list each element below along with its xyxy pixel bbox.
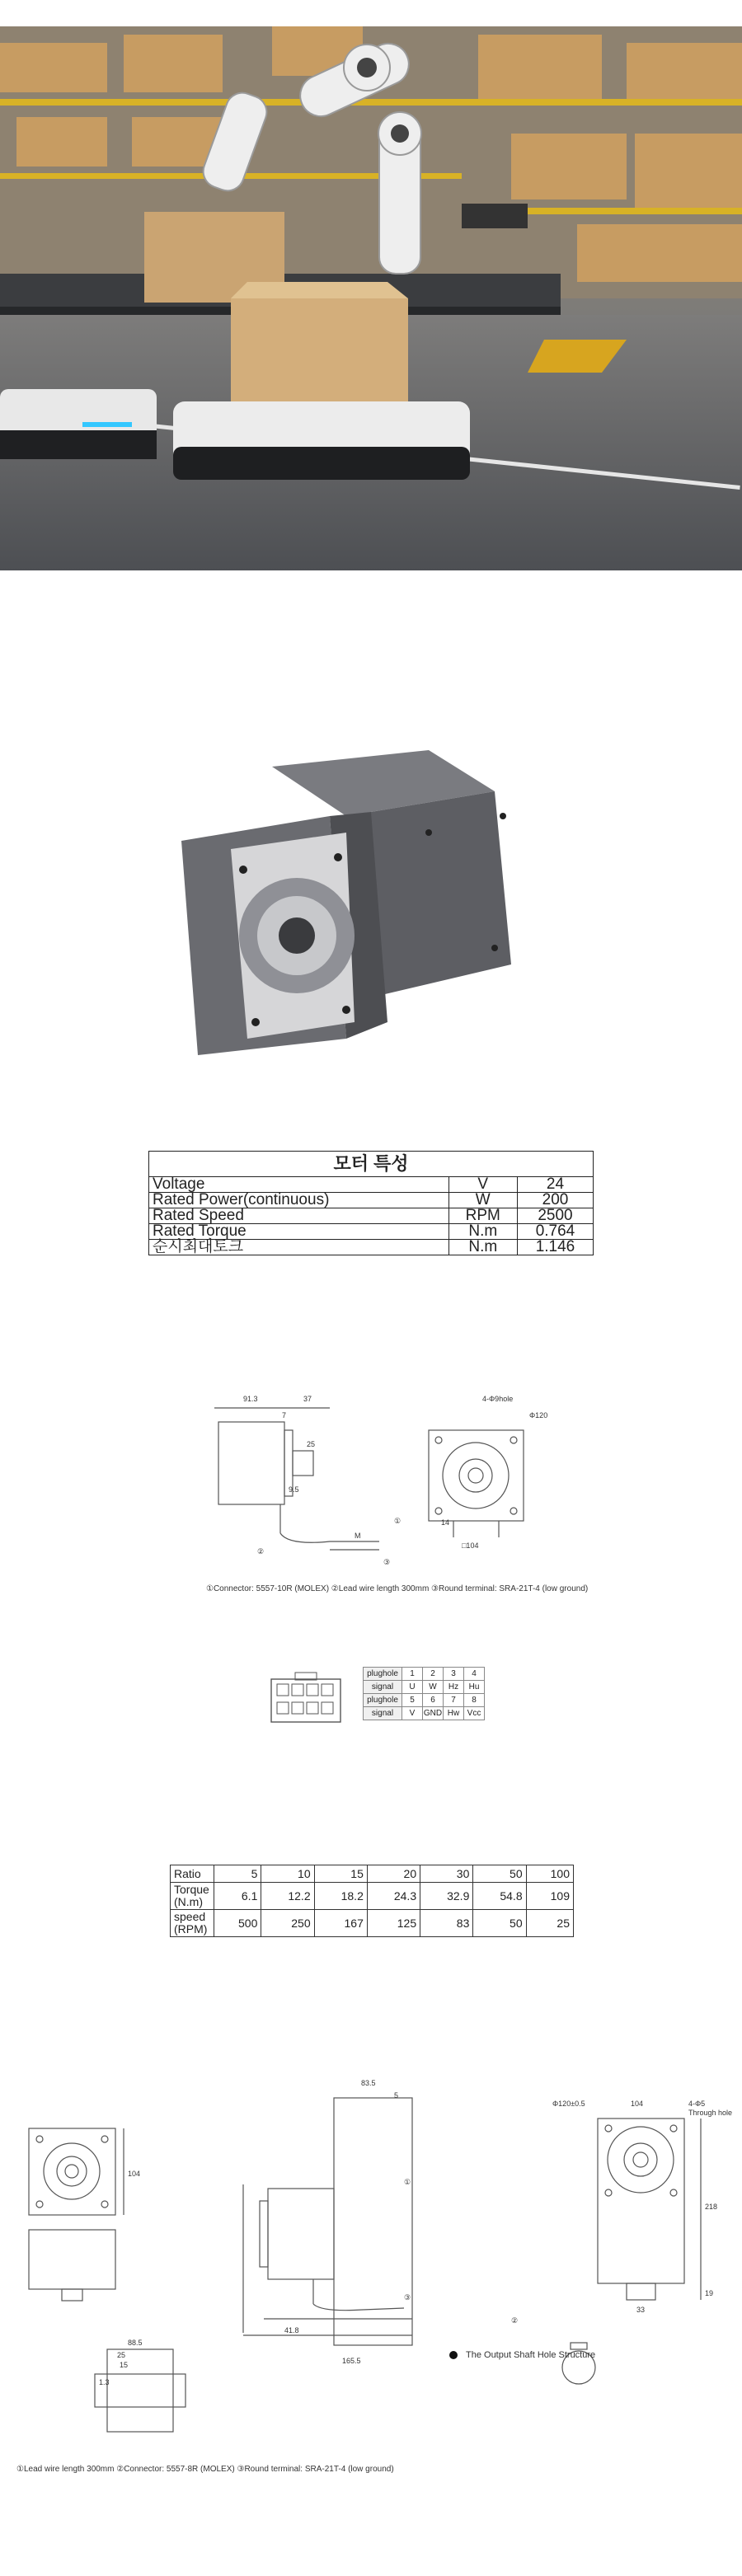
dim-14: 14	[441, 1518, 450, 1527]
pin-head: signal	[364, 1707, 402, 1720]
speed-cell: 500	[214, 1910, 261, 1937]
dim-15: 15	[120, 2361, 129, 2369]
dim-88-5: 88.5	[128, 2339, 143, 2347]
callout-3: ③	[404, 2293, 411, 2302]
drawing1-note: ①Connector: 5557-10R (MOLEX) ②Lead wire length 300mm ③Round terminal: SRA-21T-4 (low ground)	[206, 1584, 589, 1593]
ratio-cell: 20	[367, 1865, 420, 1883]
dim-sq104: □104	[462, 1541, 479, 1550]
pin-cell: 5	[402, 1694, 423, 1707]
dim-m: M	[355, 1532, 361, 1540]
callout-2: ②	[257, 1547, 265, 1555]
spec-label: Rated Speed	[149, 1208, 449, 1224]
pin-table	[363, 1667, 485, 1720]
bullet-icon	[449, 2351, 458, 2359]
spec-unit: RPM	[448, 1208, 517, 1224]
speed-cell: 250	[261, 1910, 314, 1937]
speed-cell: 25	[526, 1910, 573, 1937]
connector-icon	[269, 1671, 343, 1724]
ratio-cell: 15	[314, 1865, 367, 1883]
pin-cell: 2	[423, 1668, 444, 1681]
torque-cell: 54.8	[473, 1883, 526, 1910]
dim-through-hole: Through hole	[688, 2109, 733, 2117]
pin-cell: U	[402, 1681, 423, 1694]
callout-3: ③	[383, 1558, 391, 1566]
dim-1-3: 1.3	[99, 2378, 110, 2386]
spec-unit: N.m	[448, 1240, 517, 1255]
dim-phi120: Φ120±0.5	[552, 2100, 585, 2108]
dim-104-left: 104	[128, 2170, 141, 2178]
torque-cell: 109	[526, 1883, 573, 1910]
spec-label: Voltage	[149, 1177, 449, 1193]
torque-cell: 6.1	[214, 1883, 261, 1910]
torque-cell: 24.3	[367, 1883, 420, 1910]
pin-cell: 1	[402, 1668, 423, 1681]
motor-spec-table	[148, 1151, 594, 1255]
spec-row	[149, 1240, 594, 1255]
ratio-header: Ratio	[171, 1865, 214, 1883]
dim-holes: 4-Φ9hole	[482, 1395, 514, 1403]
spec-title: 모터 특성	[149, 1152, 594, 1177]
dim-25: 25	[307, 1440, 316, 1448]
ratio-cell: 50	[473, 1865, 526, 1883]
spec-unit: V	[448, 1177, 517, 1193]
ratio-cell: 5	[214, 1865, 261, 1883]
spec-value: 1.146	[517, 1240, 593, 1255]
callout-1: ①	[404, 2178, 411, 2186]
spec-value: 200	[517, 1193, 593, 1208]
dim-25: 25	[117, 2351, 126, 2359]
pin-cell: 3	[444, 1668, 464, 1681]
pin-cell: GND	[423, 1707, 444, 1720]
torque-cell: 32.9	[420, 1883, 473, 1910]
pin-cell: Hw	[444, 1707, 464, 1720]
spec-unit: W	[448, 1193, 517, 1208]
spec-row	[149, 1208, 594, 1224]
callout-1: ①	[394, 1517, 402, 1525]
ratio-table	[170, 1865, 574, 1937]
spec-value: 24	[517, 1177, 593, 1193]
ratio-cell: 10	[261, 1865, 314, 1883]
dim-165-5: 165.5	[342, 2357, 361, 2365]
dim-phi120: Φ120	[529, 1411, 548, 1419]
callout-2: ②	[511, 2316, 519, 2325]
pin-cell: Hu	[464, 1681, 485, 1694]
dim-83-5: 83.5	[361, 2079, 376, 2087]
dim-holes: 4-Φ5	[688, 2100, 706, 2108]
torque-cell: 18.2	[314, 1883, 367, 1910]
pin-head: signal	[364, 1681, 402, 1694]
motor-dimension-drawing	[206, 1385, 569, 1574]
dim-5: 5	[394, 2091, 399, 2100]
pin-cell: 8	[464, 1694, 485, 1707]
drawing2-note: ①Lead wire length 300mm ②Connector: 5557-8R (MOLEX) ③Round terminal: SRA-21T-4 (low ground)	[16, 2465, 394, 2474]
hero-warehouse-image	[0, 26, 742, 570]
spec-label: 순시최대토크	[149, 1240, 449, 1255]
speed-cell: 125	[367, 1910, 420, 1937]
spec-row	[149, 1224, 594, 1240]
dim-218: 218	[705, 2203, 718, 2211]
spec-unit: N.m	[448, 1224, 517, 1240]
dim-19: 19	[705, 2289, 714, 2297]
pin-cell: 4	[464, 1668, 485, 1681]
dim-37: 37	[303, 1395, 312, 1403]
speed-cell: 83	[420, 1910, 473, 1937]
pin-cell: Hz	[444, 1681, 464, 1694]
warehouse-robot-illustration	[0, 26, 742, 570]
dim-7: 7	[282, 1411, 287, 1419]
pin-cell: 6	[423, 1694, 444, 1707]
torque-cell: 12.2	[261, 1883, 314, 1910]
dim-41-8: 41.8	[284, 2326, 299, 2334]
ratio-cell: 30	[420, 1865, 473, 1883]
ratio-cell: 100	[526, 1865, 573, 1883]
pin-cell: Vcc	[464, 1707, 485, 1720]
dim-91-3: 91.3	[243, 1395, 258, 1403]
spec-row	[149, 1177, 594, 1193]
spec-label: Rated Power(continuous)	[149, 1193, 449, 1208]
dim-104-right: 104	[631, 2100, 644, 2108]
speed-cell: 167	[314, 1910, 367, 1937]
pin-cell: W	[423, 1681, 444, 1694]
speed-header: speed (RPM)	[171, 1910, 214, 1937]
pin-cell: 7	[444, 1694, 464, 1707]
gear-motor-photo	[181, 725, 569, 1072]
pin-head: plughole	[364, 1694, 402, 1707]
spec-label: Rated Torque	[149, 1224, 449, 1240]
spec-value: 2500	[517, 1208, 593, 1224]
torque-header: Torque (N.m)	[171, 1883, 214, 1910]
spec-value: 0.764	[517, 1224, 593, 1240]
pin-cell: V	[402, 1707, 423, 1720]
shaft-hole-title: The Output Shaft Hole Structure	[466, 2350, 596, 2360]
pin-head: plughole	[364, 1668, 402, 1681]
speed-cell: 50	[473, 1910, 526, 1937]
dim-9-5: 9.5	[289, 1485, 299, 1494]
gearbox-dimension-drawing	[16, 2061, 734, 2456]
dim-33: 33	[636, 2306, 646, 2314]
spec-row	[149, 1193, 594, 1208]
